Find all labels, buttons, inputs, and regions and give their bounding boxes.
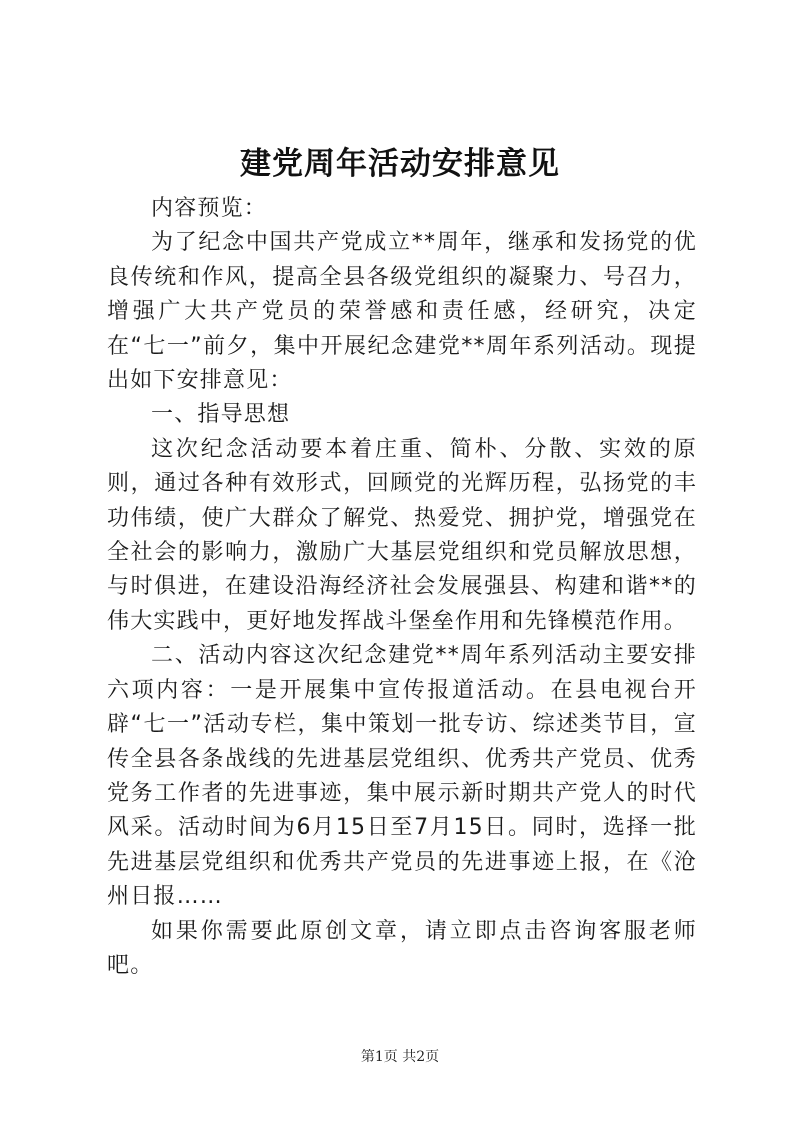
paragraph-intro: 为了纪念中国共产党成立**周年，继承和发扬党的优良传统和作风，提高全县各级党组织的凝聚力、号召力，增强广大共产党员的荣誉感和责任感，经研究，决定在“七一”前夕，集中开展纪念建党**周年系列活动。现提出如下安排意见：: [107, 230, 697, 394]
section-heading-guiding-ideology: 一、指导思想: [151, 402, 291, 428]
paragraph-contact-prompt: 如果你需要此原创文章，请立即点击咨询客服老师吧。: [107, 918, 697, 978]
document-body: [107, 192, 697, 983]
document-title: 建党周年活动安排意见: [240, 146, 560, 182]
paragraph-preview-label: 内容预览：: [151, 196, 268, 221]
paragraph-activity-content: 二、活动内容这次纪念建党**周年系列活动主要安排六项内容：一是开展集中宣传报道活动。在县电视台开辟“七一”活动专栏，集中策划一批专访、综述类节目，宣传全县各条战线的先进基层党组织、优秀共产党员、优秀党务工作者的先进事迹，集中展示新时期共产党人的时代风采。活动时间为6月15日至7月15日。同时，选择一批先进基层党组织和优秀共产党员的先进事迹上报，在《沧州日报……: [107, 643, 697, 910]
paragraph-guiding-ideology: 这次纪念活动要本着庄重、简朴、分散、实效的原则，通过各种有效形式，回顾党的光辉历程，弘扬党的丰功伟绩，使广大群众了解党、热爱党、拥护党，增强党在全社会的影响力，激励广大基层党组织和党员解放思想，与时俱进，在建设沿海经济社会发展强县、构建和谐**的伟大实践中，更好地发挥战斗堡垒作用和先锋模范作用。: [107, 436, 697, 634]
page-number-footer: 第1页 共2页: [360, 1049, 440, 1065]
